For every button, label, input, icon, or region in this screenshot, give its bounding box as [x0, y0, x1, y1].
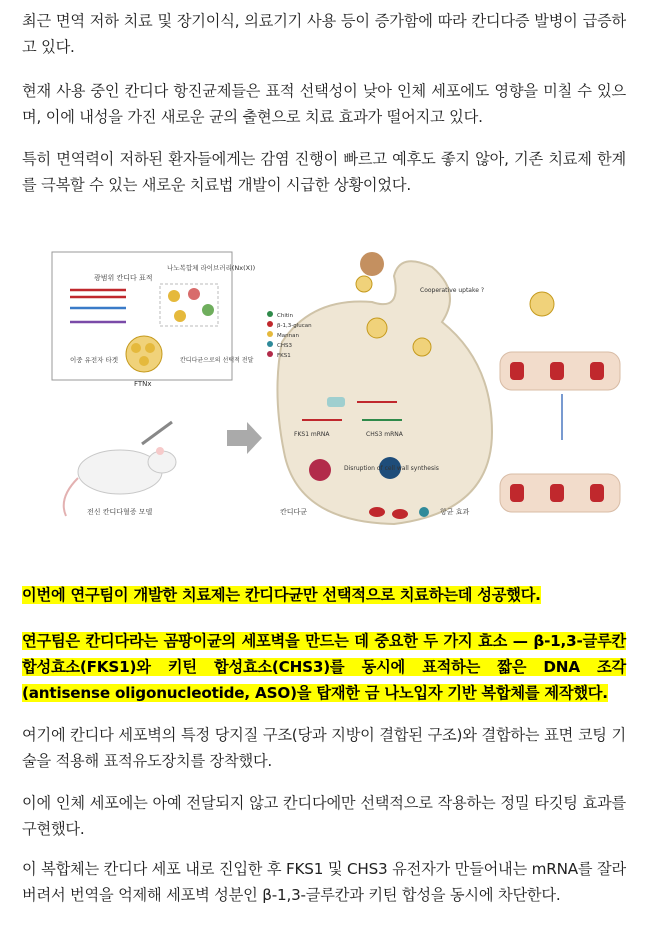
legend-item: CHS3 [277, 343, 292, 349]
left-box-title: 광범위 칸디다 표적 [94, 274, 153, 282]
right-box-title: 나노복합체 라이브러리(Nx(X)) [167, 264, 256, 272]
urgency-paragraph: 특히 면역력이 저하된 환자들에게는 감염 진행이 빠르고 예후도 좋지 않아, 기존 치료제 한계를 극복할 수 있는 새로운 치료법 개발이 시급한 상황이었다. [22, 150, 626, 194]
method-paragraph [22, 628, 626, 706]
research-figure [22, 222, 626, 544]
chs3-mrna-label: CHS3 mRNA [366, 431, 403, 438]
ftnx-label: FTNx [134, 380, 152, 388]
effect-label: 항균 효과 [440, 508, 470, 516]
mouse-label: 전신 칸디다혈증 모델 [87, 508, 153, 516]
current-drugs-paragraph: 현재 사용 중인 칸디다 항진균제들은 표적 선택성이 낮아 인체 세포에도 영향을 미칠 수 있으며, 이에 내성을 가진 새로운 균의 출현으로 치료 효과가 떨어지고 있다. [22, 82, 626, 126]
dual-gene-label: 이중 유전자 타겟 [70, 356, 119, 364]
intro-paragraph: 최근 면역 저하 치료 및 장기이식, 의료기기 사용 등이 증가함에 따라 칸디다증 발병이 급증하고 있다. [22, 12, 626, 56]
cell-label: 칸디다균 [280, 508, 308, 516]
uptake-label: Cooperative uptake ? [420, 287, 485, 294]
legend-item: FKS1 [277, 353, 291, 359]
fks1-mrna-label: FKS1 mRNA [294, 431, 330, 438]
legend-item: Mannan [277, 333, 299, 339]
success-paragraph [22, 582, 626, 608]
targeting-paragraph: 이에 인체 세포에는 아예 전달되지 않고 칸디다에만 선택적으로 작용하는 정밀 타깃팅 효과를 구현했다. [22, 794, 626, 838]
disruption-label: Disruption of cell wall synthesis [344, 465, 439, 472]
selective-label: 칸디다균으로의 선택적 전달 [180, 357, 254, 364]
legend-item: Chitin [277, 313, 294, 319]
method-highlight: 연구팀은 칸디다라는 곰팡이균의 세포벽을 만드는 데 중요한 두 가지 효소 — β-1,3-글루칸 합성효소(FKS1)와 키틴 합성효소(CHS3)를 동시에 표적하는 짧은 DNA 조각(antisense oligonucleotide, ASO)을 탑재한 금 나노입자 기반 복합체를 제작했다. [22, 632, 626, 702]
mechanism-paragraph: 이 복합체는 칸디다 세포 내로 진입한 후 FKS1 및 CHS3 유전자가 만들어내는 mRNA를 잘라버려서 번역을 억제해 세포벽 성분인 β-1,3-글루칸과 키틴 합성을 동시에 차단한다. [22, 860, 626, 904]
success-highlight: 이번에 연구팀이 개발한 치료제는 칸디다균만 선택적으로 치료하는데 성공했다. [22, 586, 541, 604]
coating-paragraph: 여기에 칸디다 세포벽의 특정 당지질 구조(당과 지방이 결합된 구조)와 결합하는 표면 코팅 기술을 적용해 표적유도장치를 장착했다. [22, 726, 626, 770]
legend-item: β-1,3-glucan [277, 323, 312, 329]
